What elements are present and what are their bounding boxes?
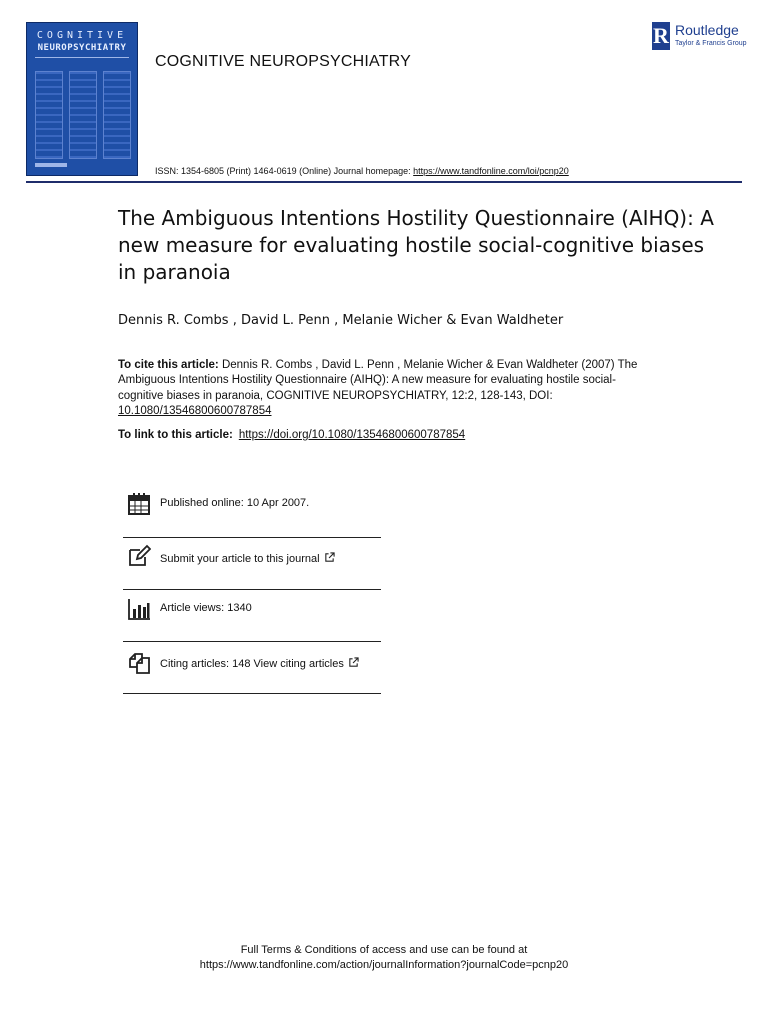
published-online-text: Published online: 10 Apr 2007. bbox=[160, 497, 310, 509]
terms-text: Full Terms & Conditions of access and use can be found at bbox=[240, 944, 528, 956]
cover-title-line2: NEUROPSYCHIATRY bbox=[37, 43, 127, 53]
citing-articles-row[interactable] bbox=[123, 642, 381, 694]
header-divider bbox=[26, 181, 742, 183]
bar-chart-icon bbox=[127, 597, 151, 621]
submit-article-link[interactable] bbox=[160, 552, 335, 565]
issn-text: ISSN: 1354-6805 (Print) 1464-0619 (Online) Journal homepage: bbox=[155, 166, 414, 176]
cover-column bbox=[35, 71, 63, 159]
publisher-logo[interactable] bbox=[652, 20, 752, 52]
cover-title-line1: COGNITIVE bbox=[36, 30, 128, 41]
citation-block bbox=[118, 358, 658, 419]
cover-divider bbox=[35, 57, 129, 58]
journal-homepage-link[interactable]: https://www.tandfonline.com/loi/pcnp20 bbox=[413, 166, 569, 176]
citation-icon bbox=[127, 650, 151, 674]
journal-cover-image[interactable] bbox=[26, 22, 138, 176]
terms-url[interactable]: https://www.tandfonline.com/action/journalInformation?journalCode=pcnp20 bbox=[199, 959, 569, 971]
edit-icon bbox=[127, 544, 151, 568]
routledge-logo-icon: R bbox=[653, 23, 669, 48]
publisher-name: Routledge bbox=[675, 22, 739, 38]
external-link-icon bbox=[348, 657, 359, 668]
terms-footer bbox=[0, 943, 768, 973]
article-doi-link[interactable]: https://doi.org/10.1080/13546800600787854 bbox=[238, 429, 466, 441]
article-link-label: To link to this article: bbox=[118, 429, 233, 441]
citing-articles-text: Citing articles: 148 View citing articles bbox=[160, 658, 344, 670]
citation-doi-link[interactable]: 10.1080/13546800600787854 bbox=[118, 404, 272, 417]
article-authors: Dennis R. Combs , David L. Penn , Melanie Wicher & Evan Waldheter bbox=[118, 313, 564, 328]
article-link-block bbox=[118, 429, 465, 441]
citation-text: Dennis R. Combs , David L. Penn , Melanie Wicher & Evan Waldheter (2007) The Ambiguous Intentions Hostility Questionnaire (AIHQ): A new measure for evaluating hostile social-cognitive biases in paranoia, COGNITIVE NEUROPSYCHIATRY, 12:2, 128-143, DOI: bbox=[118, 359, 638, 402]
journal-name: COGNITIVE NEUROPSYCHIATRY bbox=[155, 53, 411, 70]
cover-publisher-mark bbox=[35, 163, 67, 167]
cover-column bbox=[69, 71, 97, 159]
submit-article-text: Submit your article to this journal bbox=[160, 553, 320, 565]
submit-article-row[interactable] bbox=[123, 538, 381, 590]
calendar-icon bbox=[127, 492, 151, 516]
published-online-row bbox=[123, 486, 381, 538]
publisher-subtitle: Taylor & Francis Group bbox=[675, 40, 747, 47]
citation-label: To cite this article: bbox=[118, 359, 219, 371]
issn-line bbox=[155, 166, 569, 176]
article-title: The Ambiguous Intentions Hostility Questionnaire (AIHQ): A new measure for evaluating hostile social-cognitive biases in paranoia bbox=[118, 206, 714, 284]
cover-column bbox=[103, 71, 131, 159]
article-views-row[interactable] bbox=[123, 590, 381, 642]
citing-articles-link[interactable] bbox=[160, 657, 359, 670]
article-metrics-list bbox=[123, 486, 381, 694]
article-views-text: Article views: 1340 bbox=[160, 602, 252, 614]
external-link-icon bbox=[324, 552, 335, 563]
